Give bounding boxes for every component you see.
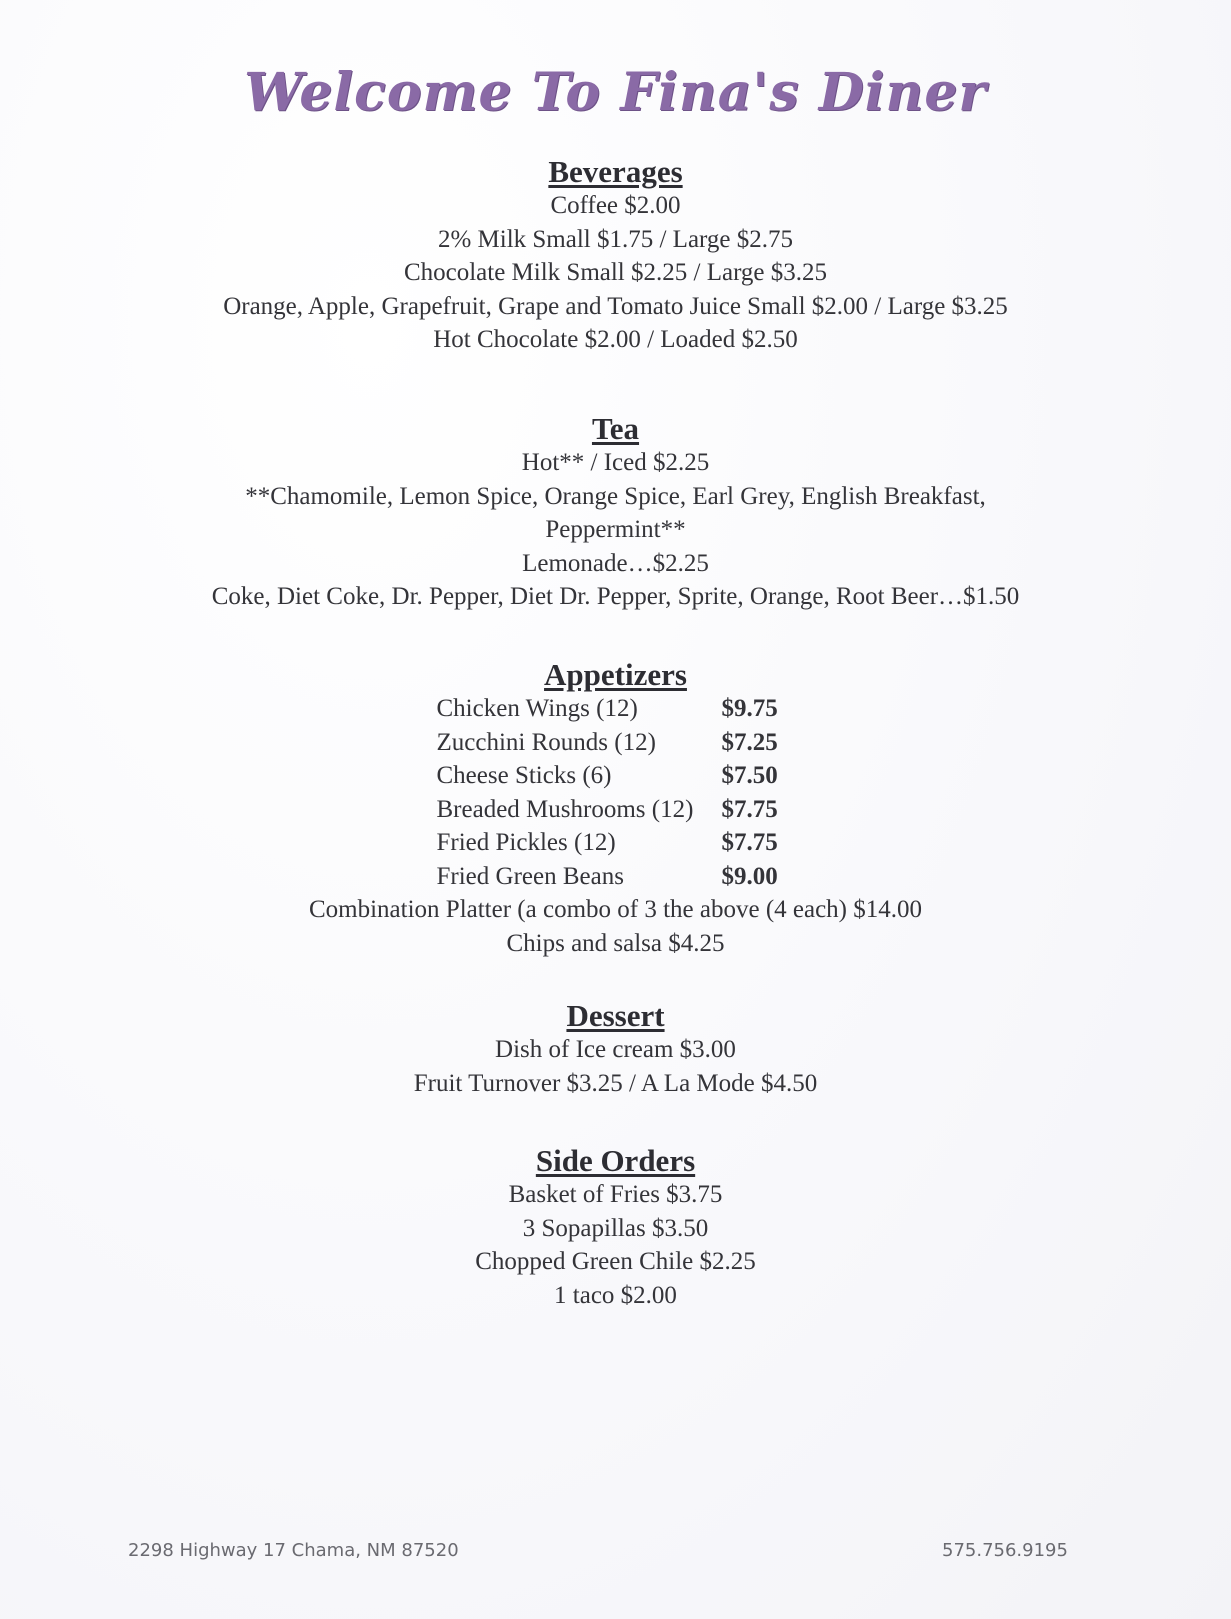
menu-line: Basket of Fries $3.75 [508, 1181, 723, 1208]
appetizer-price: $9.75 [721, 695, 778, 722]
appetizer-row [437, 726, 797, 760]
menu-line: Coke, Diet Coke, Dr. Pepper, Diet Dr. Pepper, Sprite, Orange, Root Beer…$1.50 [211, 583, 1020, 610]
dessert-section [0, 999, 1231, 1100]
menu-line: 1 taco $2.00 [554, 1281, 677, 1309]
footer-address: 2298 Highway 17 Chama, NM 87520 [128, 1540, 459, 1561]
appetizer-row [437, 826, 797, 860]
tea-heading: Tea [591, 411, 640, 446]
appetizer-price: $7.75 [721, 829, 778, 856]
appetizer-name: Fried Pickles (12) [436, 829, 616, 856]
menu-line: Lemonade…$2.25 [522, 549, 709, 577]
side-orders-section [0, 1144, 1231, 1312]
appetizer-row [437, 793, 797, 827]
appetizers-heading: Appetizers [544, 657, 687, 692]
appetizer-name: Cheese Sticks (6) [436, 762, 612, 789]
appetizer-row [437, 692, 797, 726]
side-orders-heading: Side Orders [535, 1143, 696, 1178]
dessert-heading: Dessert [566, 998, 665, 1033]
appetizer-row [437, 759, 797, 793]
beverages-heading: Beverages [548, 154, 683, 189]
menu-line: Hot** / Iced $2.25 [521, 449, 710, 476]
menu-line: Combination Platter (a combo of 3 the above (4 each) $14.00 [308, 896, 923, 923]
appetizer-price: $7.50 [721, 762, 778, 789]
menu-line: Hot Chocolate $2.00 / Loaded $2.50 [433, 326, 798, 353]
menu-line: Chocolate Milk Small $2.25 / Large $3.25 [403, 259, 828, 286]
menu-line: Fruit Turnover $3.25 / A La Mode $4.50 [413, 1069, 818, 1097]
menu-line: Orange, Apple, Grapefruit, Grape and Tomato Juice Small $2.00 / Large $3.25 [223, 292, 1008, 320]
appetizer-name: Breaded Mushrooms (12) [436, 795, 694, 823]
menu-line: Peppermint** [545, 516, 686, 543]
menu-line: Chopped Green Chile $2.25 [475, 1248, 756, 1275]
menu-title: Welcome To Fina's Diner [244, 62, 987, 123]
beverages-section [0, 155, 1231, 357]
menu-line: Coffee $2.00 [550, 192, 681, 219]
appetizer-list [437, 692, 797, 893]
appetizer-name: Fried Green Beans [436, 862, 624, 890]
appetizer-name: Chicken Wings (12) [436, 695, 638, 722]
menu-line: Dish of Ice cream $3.00 [495, 1036, 736, 1063]
appetizer-name: Zucchini Rounds (12) [436, 728, 656, 756]
footer-phone: 575.756.9195 [942, 1540, 1068, 1561]
appetizer-price: $9.00 [721, 862, 778, 890]
appetizers-section [0, 658, 1231, 960]
menu-line: Chips and salsa $4.25 [506, 929, 725, 957]
menu-line: 2% Milk Small $1.75 / Large $2.75 [437, 225, 794, 253]
appetizer-price: $7.25 [721, 728, 778, 756]
menu-line: **Chamomile, Lemon Spice, Orange Spice, Earl Grey, English Breakfast, [245, 482, 986, 510]
appetizer-price: $7.75 [721, 795, 778, 823]
tea-section [0, 412, 1231, 614]
menu-line: 3 Sopapillas $3.50 [522, 1214, 709, 1242]
appetizer-row [437, 860, 797, 894]
